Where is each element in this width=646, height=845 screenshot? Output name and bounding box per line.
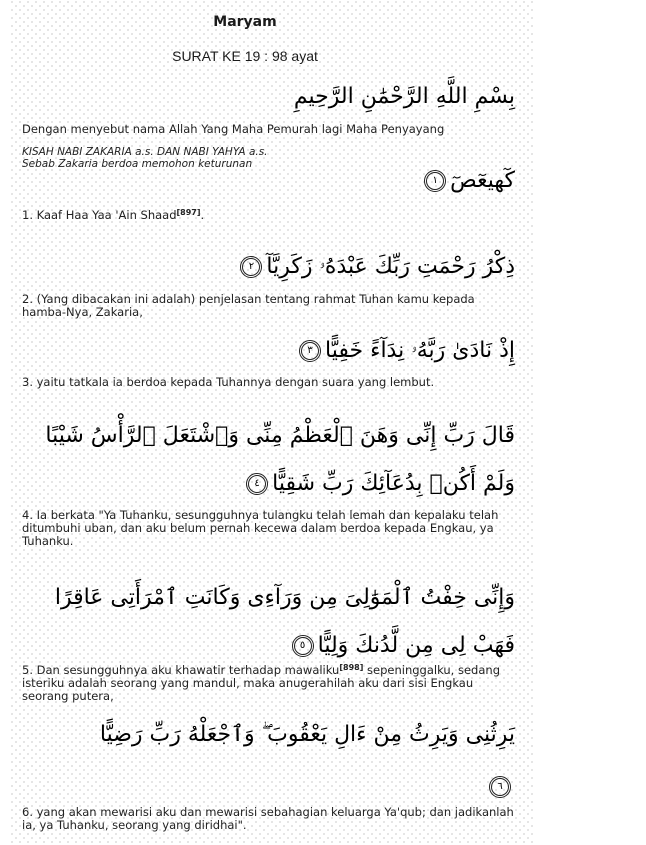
surah-subtitle: SURAT KE 19 : 98 ayat — [172, 48, 318, 64]
ayah-6-arabic: يَرِثُنِى وَيَرِثُ مِنْ ءَالِ يَعْقُوبَ ۖ وَٱجْعَلْهُ رَبِّ رَضِيًّا — [99, 722, 515, 747]
ayah-4-arabic: قَالَ رَبِّ إِنِّى وَهَنَ ٱلْعَظْمُ مِنِّى وَٱشْتَعَلَ ٱلرَّأْسُ شَيْبًا وَلَمْ أَكُنۢ بِدُعَآئِكَ رَبِّ شَقِيًّا٤ — [45, 423, 515, 496]
footnote-link[interactable]: [898] — [339, 663, 364, 672]
ayah-number-icon: ٢ — [240, 256, 262, 278]
footnote-link[interactable]: [897] — [176, 208, 201, 217]
ayah-number-icon: ٦ — [489, 776, 511, 798]
ayah-1-translation: 1. Kaaf Haa Yaa 'Ain Shaad[897]. — [22, 208, 205, 222]
surah-title: Maryam — [213, 14, 277, 30]
ayah-5-translation: 5. Dan sesungguhnya aku khawatir terhadap mawaliku[898] sepeninggalku, sedang isteriku adalah seorang yang mandul, maka anugerahilah aku dari sisi Engkau seorang putera, — [22, 663, 500, 703]
ayah-number-icon: ٣ — [299, 340, 321, 362]
section-subheading: Sebab Zakaria berdoa memohon keturunan — [22, 158, 253, 170]
ayah-number-icon: ١ — [424, 170, 446, 192]
section-heading: KISAH NABI ZAKARIA a.s. DAN NABI YAHYA a.s. — [22, 146, 268, 158]
ayah-number-icon: ٥ — [292, 635, 314, 657]
ayah-5-arabic: وَإِنِّى خِفْتُ ٱلْمَوَٰلِىَ مِن وَرَآءِى وَكَانَتِ ٱمْرَأَتِى عَاقِرًا فَهَبْ لِى مِن لَّدُنكَ وَلِيًّا٥ — [54, 585, 515, 658]
ayah-number-icon: ٤ — [246, 473, 268, 495]
ayah-4-translation: 4. Ia berkata "Ya Tuhanku, sesungguhnya tulangku telah lemah dan kepalaku telah ditumbuhi uban, dan aku belum pernah kecewa dalam berdoa kepada Engkau, ya Tuhanku. — [22, 508, 499, 548]
ayah-3-arabic: إِذْ نَادَىٰ رَبَّهُۥ نِدَآءً خَفِيًّا٣ — [295, 338, 515, 363]
ayah-6-number — [485, 774, 515, 799]
surah-page — [10, 0, 533, 845]
ayah-1-arabic: كٓهيعٓصٓ١ — [420, 168, 515, 193]
ayah-2-arabic: ذِكْرُ رَحْمَتِ رَبِّكَ عَبْدَهُۥ زَكَرِيَّآ٢ — [236, 254, 515, 279]
ayah-6-translation: 6. yang akan mewarisi aku dan mewarisi sebahagian keluarga Ya'qub; dan jadikanlah ia, ya Tuhanku, seorang yang diridhai". — [22, 805, 514, 832]
ayah-3-translation: 3. yaitu tatkala ia berdoa kepada Tuhannya dengan suara yang lembut. — [22, 375, 435, 389]
basmalah-arabic: بِسْمِ اللَّهِ الرَّحْمَٰنِ الرَّحِيمِ — [293, 84, 515, 109]
ayah-2-translation: 2. (Yang dibacakan ini adalah) penjelasan tentang rahmat Tuhan kamu kepada hamba-Nya, Zakaria, — [22, 292, 475, 319]
basmalah-translation: Dengan menyebut nama Allah Yang Maha Pemurah lagi Maha Penyayang — [22, 122, 445, 136]
